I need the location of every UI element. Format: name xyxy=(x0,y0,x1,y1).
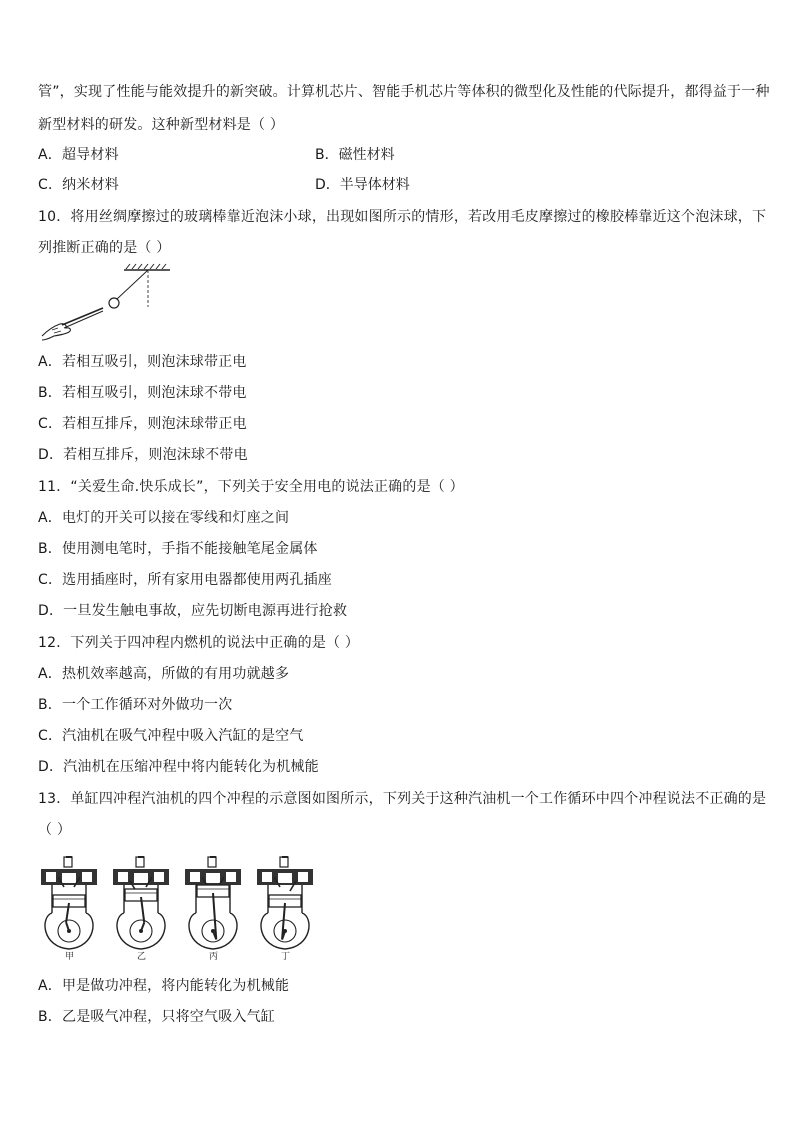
q10-option-a[interactable]: A．若相互吸引，则泡沫球带正电 xyxy=(38,354,247,370)
q12-option-d[interactable]: D．汽油机在压缩冲程中将内能转化为机械能 xyxy=(38,759,319,775)
q12-option-c[interactable]: C．汽油机在吸气冲程中吸入汽缸的是空气 xyxy=(38,728,304,744)
q13-option-a[interactable]: A．甲是做功冲程，将内能转化为机械能 xyxy=(38,978,290,994)
q12-option-b[interactable]: B．一个工作循环对外做功一次 xyxy=(38,697,233,713)
q11-text: 11．“关爱生命.快乐成长”，下列关于安全用电的说法正确的是（ ） xyxy=(38,479,464,495)
q9-option-d[interactable]: D．半导体材料 xyxy=(315,177,410,193)
engine-stroke-diagram xyxy=(257,857,313,961)
q10-option-c[interactable]: C．若相互排斥，则泡沫球带正电 xyxy=(38,416,247,432)
q9-option-c[interactable]: C．纳米材料 xyxy=(38,177,119,193)
q13-option-b[interactable]: B．乙是吸气冲程，只将空气吸入气缸 xyxy=(38,1009,276,1025)
engine-stroke-diagram xyxy=(185,857,241,961)
q12-text: 12．下列关于四冲程内燃机的说法中正确的是（ ） xyxy=(38,635,360,651)
q13-text-line1: 13．单缸四冲程汽油机的四个冲程的示意图如图所示，下列关于这种汽油机一个工作循环中四个冲程说法不正确的是 xyxy=(38,791,767,807)
q11-option-c[interactable]: C．选用插座时，所有家用电器都使用两孔插座 xyxy=(38,572,332,588)
engine-label: 丁 xyxy=(281,952,291,961)
q10-text-line2: 列推断正确的是（ ） xyxy=(38,240,171,256)
q10-option-b[interactable]: B．若相互吸引，则泡沫球不带电 xyxy=(38,385,247,401)
q11-option-d[interactable]: D．一旦发生触电事故，应先切断电源再进行抢救 xyxy=(38,603,348,619)
q12-option-a[interactable]: A．热机效率越高，所做的有用功就越多 xyxy=(38,666,290,682)
q11-option-a[interactable]: A．电灯的开关可以接在零线和灯座之间 xyxy=(38,510,290,526)
q10-text-line1: 10．将用丝绸摩擦过的玻璃棒靠近泡沫小球，出现如图所示的情形，若改用毛皮摩擦过的橡胶棒靠近这个泡沫球，下 xyxy=(38,209,767,225)
engine-stroke-diagram xyxy=(113,857,169,961)
q9-text-line2: 新型材料的研发。这种新型材料是（ ） xyxy=(38,117,285,133)
q11-option-b[interactable]: B．使用测电笔时，手指不能接触笔尾金属体 xyxy=(38,541,318,557)
q10-option-d[interactable]: D．若相互排斥，则泡沫球不带电 xyxy=(38,447,248,463)
q9-option-a[interactable]: A．超导材料 xyxy=(38,147,119,163)
rod-and-foam-ball-figure xyxy=(40,262,180,344)
engine-label: 丙 xyxy=(209,952,219,961)
engine-label: 乙 xyxy=(137,952,147,961)
q9-text-line1: 管”，实现了性能与能效提升的新突破。计算机芯片、智能手机芯片等体积的微型化及性能的代际提升，都得益于一种 xyxy=(38,84,770,100)
engine-stroke-diagram xyxy=(41,857,97,961)
four-stroke-engine-figure xyxy=(38,855,328,961)
q9-option-b[interactable]: B．磁性材料 xyxy=(315,147,395,163)
engine-label: 甲 xyxy=(65,952,75,961)
q13-text-line2: （ ） xyxy=(38,822,72,838)
